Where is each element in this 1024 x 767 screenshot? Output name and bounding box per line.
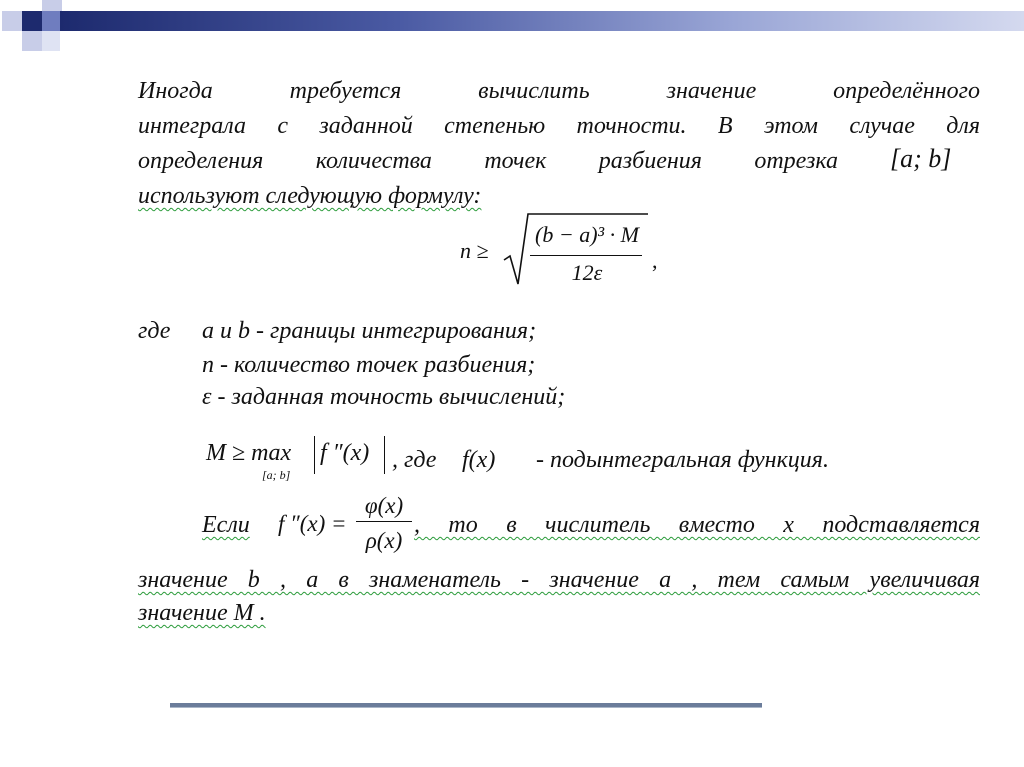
intro-line xyxy=(138,181,481,212)
intro-line-text: определения количества точек разбиения отрезка xyxy=(138,148,838,174)
def-text: - количество точек разбиения; xyxy=(220,352,536,378)
formula-M-sub: [a; b] xyxy=(262,468,291,482)
formula-M-text1: , где xyxy=(392,447,437,473)
formula-M-fx: f(x) xyxy=(462,447,496,473)
formula-M-abs: f ″(x) xyxy=(320,440,370,466)
if-den: ρ(x) xyxy=(365,528,403,553)
formula-M-text2: - подынтегральная функция. xyxy=(536,447,829,473)
where-label: где xyxy=(138,318,171,344)
if-rest xyxy=(414,510,980,541)
decor-square xyxy=(22,31,42,51)
def-symbol: ε xyxy=(202,384,212,410)
intro-line-text: используют следующую формулу: xyxy=(138,183,482,209)
def-text: - заданная точность вычислений; xyxy=(217,384,566,410)
def-symbol: a и b xyxy=(202,318,250,344)
decor-square xyxy=(22,11,42,31)
def-item xyxy=(202,382,565,413)
decor-square xyxy=(42,0,62,11)
decor-square xyxy=(2,11,22,31)
abs-bar-left xyxy=(314,436,315,474)
intro-line: интеграла с заданной степенью точности. В этом случае для xyxy=(138,113,980,139)
if-num: φ(x) xyxy=(364,493,404,518)
formula-numerator: (b − a)³ · M xyxy=(535,222,639,247)
decor-square xyxy=(42,11,60,31)
header-decoration xyxy=(0,0,1024,55)
formula-M-lhs: M ≥ max xyxy=(206,440,292,466)
formula-n-lhs: n ≥ xyxy=(460,238,489,263)
def-symbol: n xyxy=(202,352,214,378)
interval-ab: [a; b] xyxy=(890,144,952,173)
if-line3 xyxy=(138,598,266,629)
if-line3-text: значение M . xyxy=(138,600,266,626)
intro-line xyxy=(138,146,838,177)
abs-bar-right xyxy=(384,436,385,474)
def-item xyxy=(202,350,535,381)
if-f2: f ″(x) = xyxy=(278,511,347,536)
intro-line: Иногда требуется вычислить значение определённого xyxy=(138,78,980,104)
fraction-bar xyxy=(530,255,642,256)
if-fraction-bar xyxy=(356,521,412,522)
formula-denominator: 12ε xyxy=(571,260,603,285)
formula-trail: , xyxy=(652,248,658,273)
decor-square xyxy=(42,31,60,51)
if-word xyxy=(202,510,250,541)
header-stripe xyxy=(60,11,1024,31)
def-item xyxy=(202,316,536,347)
def-text: - границы интегрирования; xyxy=(256,318,537,344)
if-rest-text: , то в числитель вместо x подставляется xyxy=(414,512,980,538)
if-word-text: Если xyxy=(202,512,250,538)
if-line2 xyxy=(138,565,980,596)
if-line2-text: значение b , а в знаменатель - значение a , тем самым увеличивая xyxy=(138,567,980,593)
bottom-rule xyxy=(170,703,762,708)
